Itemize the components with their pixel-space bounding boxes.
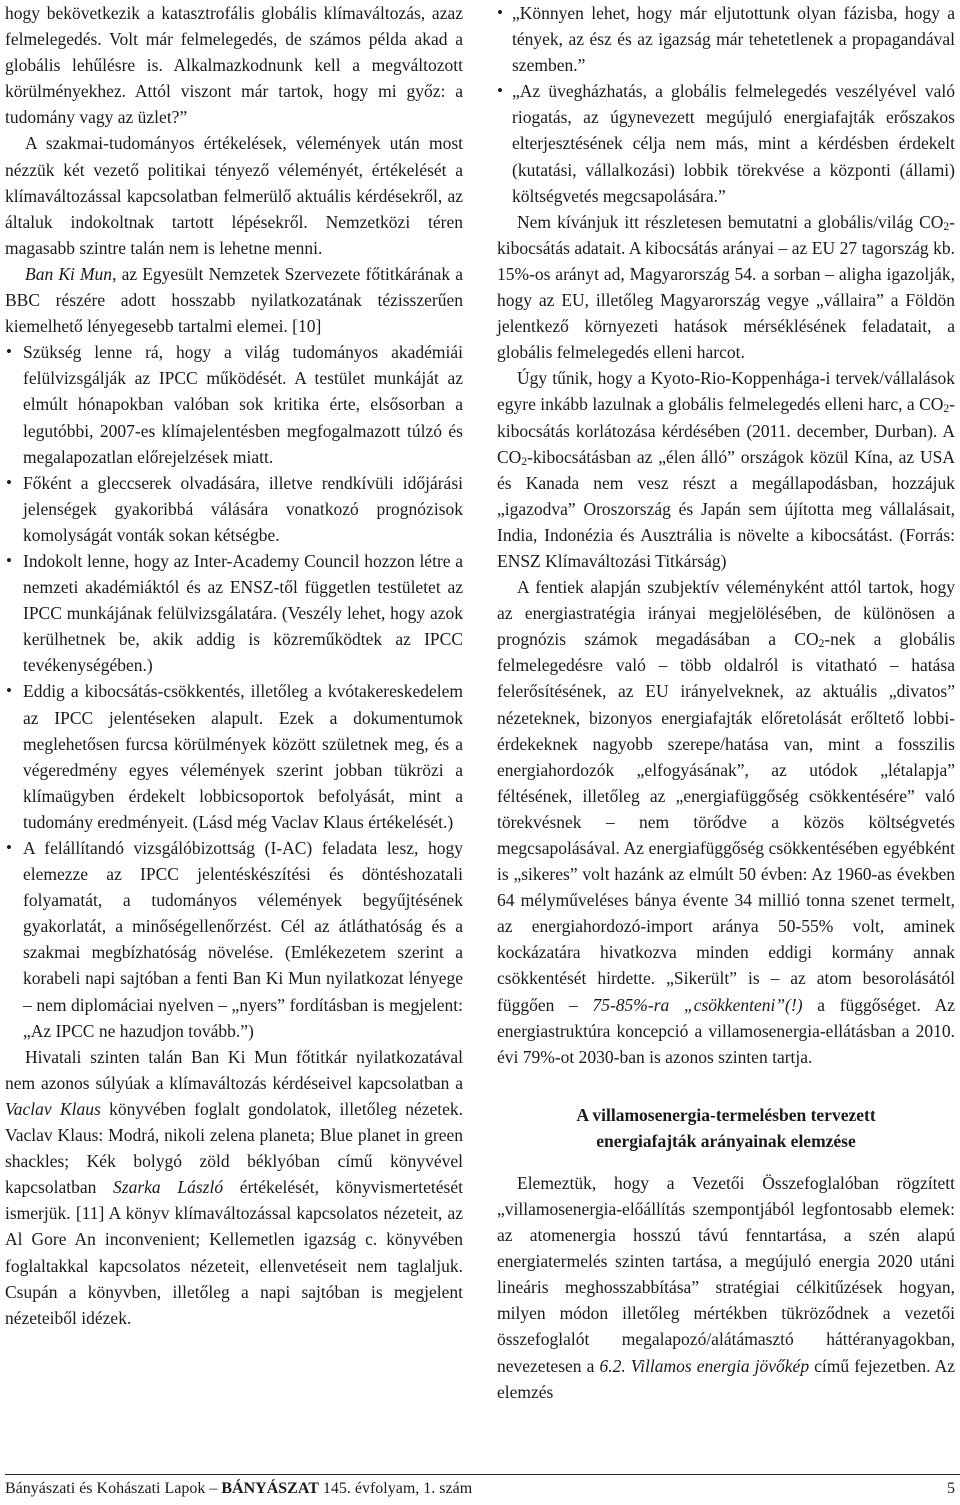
bullet-item [5, 835, 463, 1044]
quote-item [497, 78, 955, 208]
bullet-text: Indokolt lenne, hogy az Inter-Academy Council hozzon létre a nemzeti akadémiáktól és az ENSZ-től független testületet az IPCC munkájának felülvizsgálatára. (Veszély lehet, hogy azok kerülhetnek be, akik addig is közreműködtek az IPCC tevékenységében.) [23, 550, 463, 676]
left-column [5, 0, 463, 1331]
chapter-reference: 6.2. Villamos energia jövőkép [599, 1355, 810, 1376]
co2-subscript: 2 [943, 403, 950, 416]
opinion-text-b: -nek a globális felmelegedésre való – több oldalról is vitatható – hatása felerősítésének, az EU irányelveknek, az aktuális „divatos” nézeteknek, bizonyos energiafajták előretolását erőltető lobbi-érdekeknek nagyobb szerepe/hatása van, mint a fosszilis energiahordozók „elfogyásának”, az utódok „létalapja” féltésének, illetőleg az „energiafüggőség csökkentésére” való törekvésnek – nem törődve a közös költségvetés megcsapolásával. Az energiafüggőség csökkentésében egyébként is „sikeres” volt hazánk az elmúlt 50 évben: Az 1960-as években 64 mélyműveléses bánya évente 34 millió tonna szenet termelt, az energiahordozó-import aránya 50-55% volt, aminek kockázatára hivatkozva minden eddigi kormány annak csökkentését hirdette. „Sikerült” is – az atom besorolásától függően – [497, 629, 956, 1015]
szarka-laszlo-name: Szarka László [113, 1177, 224, 1198]
quote-text: „Könnyen lehet, hogy már eljutottunk olyan fázisba, hogy a tények, az ész és az igazság már tehetetlenek a propagandával szemben.” [512, 3, 955, 76]
opinion-paragraph [497, 574, 955, 1070]
continuation-paragraph: hogy bekövetkezik a katasztrofális globális klímaváltozás, azaz felmelegedés. Volt már felmelegedés, de számos példa akad a globális lehűlésre is. Alkalmazkodnunk kell a megváltozott körülményekhez. Attól viszont már tartok, hogy mi győz: a tudomány vagy az üzlet?” [5, 3, 463, 128]
publication-section: BÁNYÁSZAT [221, 1480, 319, 1497]
klaus-quote-list [497, 0, 955, 209]
bullet-icon: • [497, 3, 503, 22]
bullet-text: A felállítandó vizsgálóbizottság (I-AC) feladata lesz, hogy elemezze az IPCC jelentéskészítési és döntéshozatali folyamatát, a tudományos vélemények begyűjtésének gyakorlatát, a minőségellenőrzést. Cél az átláthatóság és a szakmai megbízhatóság növelése. (Emlékezetem szerint a korabeli napi sajtóban a fenti Ban Ki Mun nyilatkozat lényege – nem diplomáciai nyelven – „nyers” fordításban is megjelent: „Az IPCC ne hazudjon tovább.”) [23, 838, 463, 1041]
publication-name: Bányászati és Kohászati Lapok – [5, 1480, 222, 1497]
bullet-icon: • [6, 342, 12, 362]
hivatali-text-c: értékelését, könyvismertetését ismerjük. [11] A könyv klímaváltozással kapcsolatos nézeteit, az Al Gore An inconvenient; Kellemetlen igazság c. könyvében foglaltakkal kapcsolatos nézeteit, ellenvetéseit nem taglaljuk. Csupán a könyvben, illetőleg a napi sajtóban is megjelent nézeteiből idézek. [5, 1177, 463, 1328]
analysis-text-b: című fejezetben. Az elemzés [497, 1355, 955, 1402]
opinion-italic: 75-85%-ra „csökkenteni”(!) [592, 994, 803, 1015]
intro-paragraph: A szakmai-tudományos értékelések, vélemények után most nézzük két vezető politikai tényező véleményét, értékelését a klímaváltozással kapcsolatban felmerülő aktuális kérdésekről, az általuk indokoltnak tartott lépésekről. Nemzetközi téren magasabb szintre talán nem is lehetne menni. [5, 133, 463, 258]
quote-item [497, 0, 955, 78]
bullet-item [5, 678, 463, 835]
analysis-paragraph [497, 1170, 955, 1405]
publication-issue: 145. évfolyam, 1. szám [318, 1480, 473, 1497]
co2-subscript: 2 [818, 638, 825, 651]
emission-data-paragraph [497, 209, 955, 366]
section-heading-line-1: A villamosenergia-termelésben tervezett [576, 1104, 876, 1125]
emission-text-b: -kibocsátás adatait. A kibocsátás arányai – az EU 27 tagország kb. 15%-os arányt ad, Magyarország 54. a sorban – aligha igazolják, hogy az EU, illetőleg Magyarország vegye „vállaira” a Földön jelentkező környezeti hatások mérséklésének feladatait, a globális felmelegedés elleni harcot. [497, 211, 955, 363]
bullet-icon: • [6, 681, 12, 701]
quote-text: „Az üvegházhatás, a globális felmelegedés veszélyével való riogatás, az úgynevezett megújuló energiafajták erőszakos elterjesztésének célja nem más, mint a kérdésben érdekelt (kutatási, vállalkozási) lobbik törekvése a központi (állami) költségvetés megcsapolására.” [512, 81, 955, 206]
bullet-text: Eddig a kibocsátás-csökkentés, illetőleg a kvótakereskedelem az IPCC jelentéseken alapult. Ezek a dokumentumok meglehetősen furcsa körülmények között születnek meg, és a végeredmény egyes vélemények szerint jobban tükrözi a klímaügyben érdekelt lobbicsoportok befolyását, mint a tudomány eredményeit. (Lásd még Vaclav Klaus értékelését.) [23, 681, 463, 832]
ban-ki-mun-name: Ban Ki Mun [25, 263, 113, 284]
ban-ki-mun-paragraph [5, 261, 463, 339]
bullet-icon: • [497, 81, 503, 101]
co2-subscript: 2 [521, 455, 528, 468]
kyoto-text-c: -kibocsátásban az „élen álló” országok közül Kína, az USA és Kanada nem vesz részt a megállapodásban, hozzájuk „igazodva” Oroszország és Japán sem újította meg vállalásait, India, Indonézia és Ausztrália is növelte a kibocsátást. (Forrás: ENSZ Klímaváltozási Titkárság) [497, 446, 955, 571]
bullet-icon: • [6, 472, 12, 492]
hivatali-text-b: könyvében foglalt gondolatok, illetőleg nézetek. Vaclav Klaus: Modrá, nikoli zelena planeta; Blue planet in green shackles; Kék bolygó zöld béklyóban című könyvével kapcsolatban [5, 1098, 464, 1198]
emission-text-a: Nem kívánjuk itt részletesen bemutatni a globális/világ CO [517, 211, 944, 232]
vaclav-klaus-name: Vaclav Klaus [5, 1098, 101, 1119]
hivatali-text-a: Hivatali szinten talán Ban Ki Mun főtitkár nyilatkozatával nem azonos súlyúak a klímaváltozás kérdéseivel kapcsolatban a [5, 1046, 463, 1093]
co2-subscript: 2 [943, 220, 950, 233]
right-column [497, 0, 955, 1405]
ban-ki-mun-bullet-list [5, 339, 463, 1044]
publication-info [5, 1478, 472, 1500]
bullet-item [5, 548, 463, 678]
footer-divider [5, 1474, 960, 1475]
bullet-text: Szükség lenne rá, hogy a világ tudományos akadémiái felülvizsgálják az IPCC működését. A testület munkáját az elmúlt hónapokban valóban sok kritika érte, elsősorban a legutóbbi, 2007-es klímajelentésben megfogalmazott túlzó és megalapozatlan előrejelzések miatt. [23, 342, 463, 467]
bullet-icon: • [6, 838, 12, 857]
section-heading [497, 1102, 955, 1154]
ban-ki-mun-text: , az Egyesült Nemzetek Szervezete főtitkárának a BBC részére adott hosszabb nyilatkozatának tézisszerűen kiemelhető lényegesebb tartalmi elemei. [10] [5, 263, 463, 337]
bullet-text: Főként a gleccserek olvadására, illetve rendkívüli időjárási jelenségek gyakoribbá válására vonatkozó prognózisok komolyságát vonták sokan kétségbe. [23, 472, 463, 545]
opinion-text-c: a függőséget. Az energiastruktúra koncepció a villamosenergia-ellátásban a 2010. évi 79%-ot 2030-ban is azonos szinten tartja. [497, 994, 955, 1067]
kyoto-text-b: -kibocsátás korlátozása kérdésében (2011. december, Durban). A CO [497, 394, 955, 467]
section-heading-line-2: energiafajták arányainak elemzése [596, 1130, 856, 1151]
bullet-item [5, 339, 463, 469]
page-number: 5 [947, 1480, 955, 1497]
bullet-item [5, 470, 463, 548]
bullet-icon: • [6, 550, 12, 570]
kyoto-paragraph [497, 365, 955, 574]
opinion-text-a: A fentiek alapján szubjektív véleményként attól tartok, hogy az energiastratégia irányai megjelölésében, de különösen a prognózis számok megadásában a CO [497, 577, 955, 650]
hivatali-paragraph [5, 1044, 463, 1331]
analysis-text-a: Elemeztük, hogy a Vezetői Összefoglalóban rögzített „villamosenergia-előállítás szempontjából legfontosabb elemek: az atomenergia hosszú távú fenntartása, a szén alapú energiatermelés szinten tartása, a megújuló energia 2020 utáni lineáris meghosszabbítása” stratégiai célkitűzések hogyan, milyen módon illetőleg mértékben tükröződnek a vezetői összefoglalót megalapozó/alátámasztó háttéranyagokban, nevezetesen a [497, 1172, 955, 1376]
kyoto-text-a: Úgy tűnik, hogy a Kyoto-Rio-Koppenhága-i tervek/vállalások egyre inkább lazulnak a globális felmelegedés elleni harc, a CO [497, 368, 955, 415]
